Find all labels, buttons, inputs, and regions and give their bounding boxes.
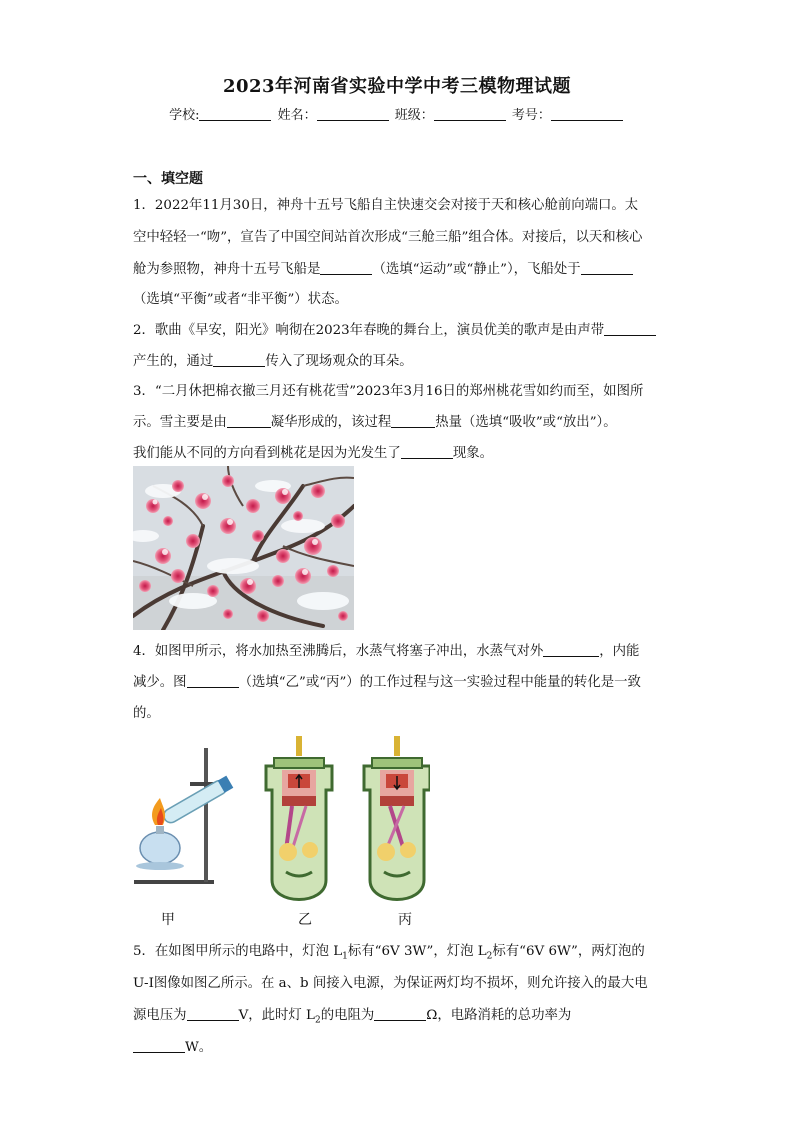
- q3-blank-1: [227, 415, 271, 428]
- q5-text-g: Ω，电路消耗的总功率为: [426, 1008, 572, 1023]
- q4-line1: [133, 640, 639, 659]
- class-label: 班级：: [394, 108, 434, 123]
- q4-text-c: 减少。图: [133, 675, 187, 690]
- fig-label-yi: 乙: [298, 912, 312, 928]
- q5-text-f: 的电阻为: [320, 1008, 375, 1023]
- q4-line3: 的。: [133, 706, 160, 721]
- q5-blank-2: [374, 1008, 426, 1021]
- q4-line2: [133, 671, 641, 690]
- peach-blossom-snow-photo: [133, 466, 354, 630]
- q3-line2: [133, 411, 617, 430]
- name-blank: [317, 108, 389, 121]
- q3-blank-2: [391, 415, 435, 428]
- q4-blank-2: [187, 675, 239, 688]
- q2-blank-2: [213, 354, 265, 367]
- q4-blank-1: [543, 644, 599, 657]
- school-blank: [199, 108, 271, 121]
- q5-text-b: 标有“6V 3W”，灯泡 L: [347, 944, 487, 959]
- q1-text-a: 舱为参照物，神舟十五号飞船是: [133, 262, 321, 277]
- fig-label-jia: 甲: [161, 912, 175, 928]
- class-blank: [434, 108, 506, 121]
- q2-text-a: 2．歌曲《早安，阳光》响彻在2023年春晚的舞台上，演员优美的歌声是由声带: [133, 323, 605, 338]
- page-title: 2023年河南省实验中学中考三模物理试题: [222, 76, 572, 97]
- exam-no-blank: [551, 108, 623, 121]
- q1-blank-2: [581, 262, 633, 275]
- student-info-row: [0, 104, 794, 123]
- q3-text-c: 热量（选填“吸收”或“放出”）。: [435, 415, 617, 430]
- q5-line2: U-I图像如图乙所示。在 a、b 间接入电源，为保证两灯均不损坏，则允许接入的最大电: [133, 976, 648, 991]
- q5-blank-1: [187, 1008, 239, 1021]
- q2-line1: [133, 319, 656, 338]
- q2-line2: [133, 350, 413, 369]
- q5-text-e: V，此时灯 L: [238, 1008, 315, 1023]
- q5-sub-1: 1: [342, 951, 348, 962]
- test-tube-apparatus: [134, 748, 233, 884]
- q5-sub-2: 2: [486, 951, 493, 962]
- q3-text-d: 我们能从不同的方向看到桃花是因为光发生了: [133, 446, 401, 461]
- engine-yi: [266, 736, 332, 900]
- q5-line4: [133, 1036, 212, 1055]
- q3-text-a: 示。雪主要是由: [133, 415, 227, 430]
- name-label: 姓名：: [277, 108, 317, 123]
- q5-line1: [133, 940, 645, 962]
- q2-text-c: 传入了现场观众的耳朵。: [265, 354, 413, 369]
- q1-line3: [133, 258, 633, 277]
- q2-blank-1: [604, 323, 656, 336]
- q4-text-a: 4．如图甲所示，将水加热至沸腾后，水蒸气将塞子冲出，水蒸气对外: [133, 644, 544, 659]
- q5-text-d: 源电压为: [133, 1008, 187, 1023]
- school-label: 学校:: [169, 108, 200, 123]
- engine-bing: [364, 736, 430, 900]
- q2-text-b: 产生的，通过: [133, 354, 214, 369]
- q3-line3: [133, 442, 493, 461]
- q3-text-b: 凝华形成的，该过程: [270, 415, 392, 430]
- q3-line1: 3．“二月休把棉衣撤三月还有桃花雪”2023年3月16日的郑州桃花雪如约而至，如图所: [133, 384, 644, 399]
- q5-text-a: 5．在如图甲所示的电路中，灯泡 L: [133, 944, 343, 959]
- q4-text-d: （选填“乙”或“丙”）的工作过程与这一实验过程中能量的转化是一致: [238, 675, 641, 690]
- q3-text-e: 现象。: [452, 446, 493, 461]
- q1-text-b: （选填“运动”或“静止”），飞船处于: [372, 262, 581, 277]
- q4-text-b: ，内能: [599, 644, 640, 659]
- exam-no-label: 考号：: [511, 108, 551, 123]
- q1-line4: （选填“平衡”或者“非平衡”）状态。: [133, 292, 348, 307]
- q5-line3: [133, 1004, 571, 1026]
- q1-line1: 1．2022年11月30日，神舟十五号飞船自主快速交会对接于天和核心舱前向端口。太: [133, 198, 639, 213]
- q5-text-c: 标有“6V 6W”，两灯泡的: [492, 944, 645, 959]
- q1-blank-1: [320, 262, 372, 275]
- q5-sub-3: 2: [314, 1015, 321, 1026]
- fig-label-bing: 丙: [398, 912, 412, 928]
- q5-text-h: W。: [185, 1040, 213, 1055]
- engine-figures: [130, 730, 430, 930]
- q5-blank-3: [133, 1040, 185, 1053]
- section-heading: 一、填空题: [133, 171, 203, 187]
- q3-blank-3: [401, 446, 453, 459]
- q1-line2: 空中轻轻一“吻”，宣告了中国空间站首次形成“三舱三船”组合体。对接后，以天和核心: [133, 230, 643, 245]
